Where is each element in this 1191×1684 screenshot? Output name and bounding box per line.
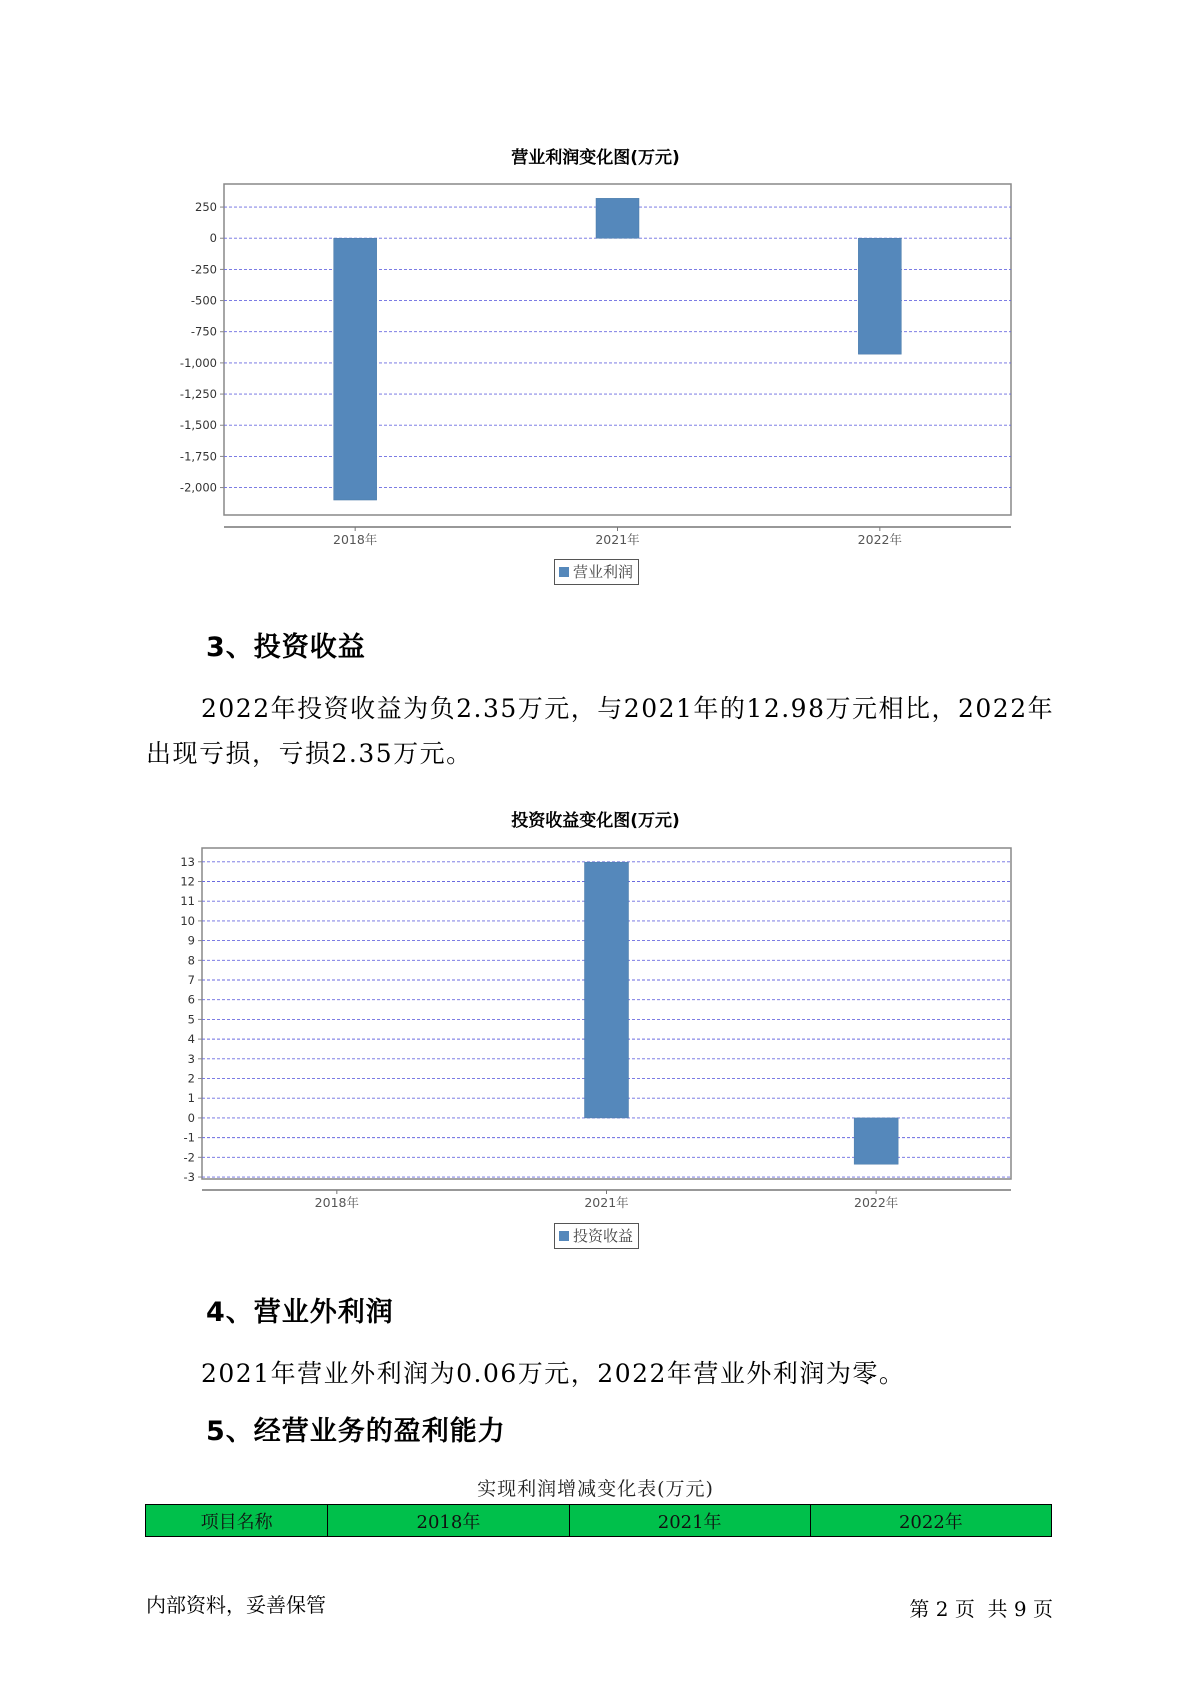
- table-caption: 实现利润增减变化表(万元): [477, 1478, 714, 1500]
- footer-page-number: [909, 1593, 1053, 1622]
- section-heading-profitability: 5、经营业务的盈利能力: [206, 1416, 506, 1447]
- chart1-y-tick-label: 250: [195, 200, 217, 215]
- chart2-y-tick-label: 7: [187, 973, 195, 988]
- page-prefix: 第: [909, 1597, 930, 1621]
- legend-swatch-icon: [559, 1231, 569, 1241]
- chart2-y-tick-label: -1: [183, 1130, 195, 1145]
- chart2-y-tick-label: 10: [180, 913, 195, 928]
- chart2-x-tick-label: 2022年: [854, 1195, 899, 1210]
- chart2-y-tick-label: -2: [183, 1150, 195, 1165]
- chart1-y-tick-label: -1,250: [179, 387, 217, 402]
- chart1-x-tick-label: 2022年: [857, 532, 902, 547]
- chart1-x-tick-label: 2018年: [333, 532, 378, 547]
- table-header-cell: 2021年: [569, 1505, 810, 1537]
- chart2-y-tick-label: 1: [187, 1091, 195, 1106]
- chart2-y-tick-label: 8: [187, 953, 195, 968]
- profit-change-table: [145, 1504, 1052, 1537]
- chart2-y-tick-label: 12: [180, 874, 195, 889]
- chart2-legend: [554, 1223, 639, 1249]
- chart1-x-tick-label: 2021年: [595, 532, 640, 547]
- chart1-y-tick-label: -1,000: [179, 355, 217, 370]
- chart2-y-tick-label: -3: [183, 1170, 195, 1185]
- chart1-title: 营业利润变化图(万元): [511, 148, 680, 168]
- chart1-y-tick-label: -250: [190, 262, 217, 277]
- chart2-bar: [854, 1118, 898, 1164]
- chart2-y-tick-label: 11: [180, 894, 195, 909]
- section3-paragraph: 2022年投资收益为负2.35万元，与2021年的12.98万元相比，2022年出现亏损，亏损2.35万元。: [146, 694, 1055, 768]
- section-heading-investment-income: 3、投资收益: [206, 632, 366, 663]
- chart1-y-tick-label: -1,750: [179, 449, 217, 464]
- chart2-bar: [585, 862, 629, 1118]
- chart2-y-tick-label: 13: [180, 854, 195, 869]
- page-mid: 页 共: [954, 1597, 1008, 1621]
- chart1-y-tick-label: -1,500: [179, 418, 217, 433]
- chart1-legend-label: 营业利润: [573, 563, 634, 581]
- chart2-legend-label: 投资收益: [573, 1227, 634, 1245]
- section4-paragraph: 2021年营业外利润为0.06万元，2022年营业外利润为零。: [201, 1359, 906, 1388]
- table-header-cell: 项目名称: [146, 1505, 328, 1537]
- table-header-row: [146, 1505, 1052, 1537]
- chart2-title: 投资收益变化图(万元): [511, 811, 680, 831]
- chart2-y-tick-label: 0: [187, 1110, 195, 1125]
- chart2-x-tick-label: 2018年: [314, 1195, 359, 1210]
- chart2-y-tick-label: 2: [187, 1071, 195, 1086]
- chart1-y-tick-label: -2,000: [179, 480, 217, 495]
- page-suffix: 页: [1033, 1597, 1053, 1621]
- table-header-cell: 2018年: [328, 1505, 569, 1537]
- total-pages: 9: [1013, 1597, 1027, 1621]
- section-heading-non-operating-profit: 4、营业外利润: [206, 1297, 394, 1328]
- chart2-y-tick-label: 5: [187, 1012, 195, 1027]
- chart2-x-tick-label: 2021年: [584, 1195, 629, 1210]
- chart1-y-tick-label: 0: [209, 231, 217, 246]
- table-header-cell: 2022年: [810, 1505, 1051, 1537]
- footer-confidential-note: 内部资料，妥善保管: [146, 1593, 326, 1617]
- chart1-y-tick-label: -500: [190, 293, 217, 308]
- chart2-y-tick-label: 6: [187, 992, 195, 1007]
- chart2-y-tick-label: 4: [187, 1032, 195, 1047]
- chart1-y-tick-label: -750: [190, 324, 217, 339]
- chart2-y-tick-label: 9: [187, 933, 195, 948]
- current-page: 2: [935, 1597, 949, 1621]
- chart2-y-tick-label: 3: [187, 1051, 195, 1066]
